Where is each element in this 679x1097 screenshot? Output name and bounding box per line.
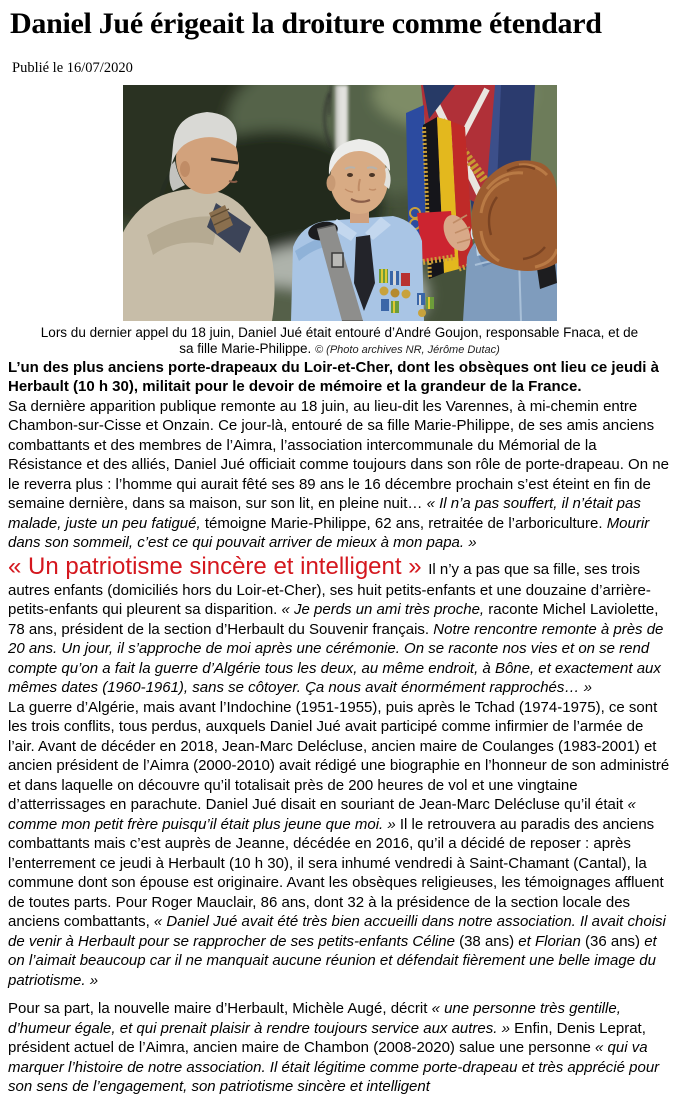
photo-credit: © (Photo archives NR, Jérôme Dutac) — [315, 343, 500, 356]
photo-caption-text: Lors du dernier appel du 18 juin, Daniel Jué était entouré d’André Goujon, responsable Fnaca, et de sa fille Marie-Philippe. — [40, 324, 639, 356]
article-body — [8, 358, 671, 1097]
photo-illustration — [123, 85, 557, 321]
article-photo — [123, 85, 557, 321]
article-title: Daniel Jué érigeait la droiture comme étendard — [10, 7, 602, 40]
article-paragraph: La guerre d’Algérie, mais avant l’Indochine (1951-1955), puis après le Tchad (1974-1975), ce sont les trois conflits, tous perdus, auxquels Daniel Jué avait participé comme infirmier de l’armée de l’air. Avant de décéder en 2018, Jean-Marc Delécluse, ancien maire de Coulanges (1983-2001) et ancien président de l’Aimra (2000-2010) avait rédigé une biographie en l’honneur de son administré et dans laquelle on découvre qu’il totalisait près de 200 heures de vol et une vingtaine d’atterrissages en parachute. Daniel Jué disait en souriant de Jean-Marc Delécluse qu’il était « comme mon petit frère puisqu’il était plus jeune que moi. » Il le retrouvera au paradis des anciens combattants mais c’est auprès de Jeanne, décédée en 2016, qu’il a décidé de reposer : après l’enterrement ce jeudi à Herbault (10 h 30), il sera inhumé vendredi à Saint-Chamant (Cantal), la commune dont son épouse est originaire. Avant les obsèques religieuses, les témoignages affluent de toutes parts. Pour Roger Mauclair, 86 ans, dont 32 à la présidence de la section locale des anciens combattants, « Daniel Jué avait été très bien accueilli dans notre association. Il avait choisi de venir à Herbault pour se rapprocher de ses petits-enfants Céline (38 ans) et Florian (36 ans) et on l’aimait beaucoup car il ne manquait aucune réunion et défendait fièrement une belle image du patriotisme. » — [8, 698, 670, 989]
article-lede: L’un des plus anciens porte-drapeaux du Loir-et-Cher, dont les obsèques ont lieu ce jeudi à Herbault (10 h 30), militait pour le devoir de mémoire et la grandeur de la France. — [8, 358, 659, 396]
photo-caption — [8, 325, 671, 358]
article-paragraph-with-red-heading: « Un patriotisme sincère et intelligent » Il n’y a pas que sa fille, ses trois autres enfants (domiciliés hors du Loir-et-Cher), ses huit petits-enfants et une douzaine d’arrière-petits-enfants qui pleurent sa disparition. « Je perds un ami très proche, raconte Michel Laviolette, 78 ans, président de la section d’Herbault du Souvenir français. Notre rencontre remonte à près de 20 ans. Un jour, il s’approche de moi après une cérémonie. On se raconte nos vies et on se rend compte qu’on a fait la guerre d’Algérie tous les deux, au même endroit, à Bône, et exactement aux mêmes dates (1960-1961), sans se côtoyer. Ça nous avait énormément rapprochés… » — [8, 552, 664, 697]
publish-date: Publié le 16/07/2020 — [12, 59, 133, 76]
article-paragraph: Sa dernière apparition publique remonte au 18 juin, au lieu-dit les Varennes, à mi-chemin entre Chambon-sur-Cisse et Onzain. Ce jour-là, entouré de sa fille Marie-Philippe, de ses amis anciens combattants et des membres de l’Aimra, l’association intercommunale du Mémorial de la Résistance et des alliés, Daniel Jué officiait comme toujours dans son rôle de porte-drapeau. On ne le reverra plus : l’homme qui aurait fêté ses 89 ans le 16 décembre prochain s’est éteint en fin de semaine dernière, dans sa maison, sur son lit, en pleine nuit… « Il n’a pas souffert, il n’était pas malade, juste un peu fatigué, témoigne Marie-Philippe, 62 ans, retraitée de l’arboriculture. Mourir dans son sommeil, c’est ce qui pouvait arriver de mieux à mon papa. » — [8, 397, 669, 552]
article-paragraph: Pour sa part, la nouvelle maire d’Herbault, Michèle Augé, décrit « une personne très gentille, d’humeur égale, et qui prenait plaisir à rendre toujours service aux autres. » Enfin, Denis Leprat, président actuel de l’Aimra, ancien maire de Chambon (2008-2020) salue une personne « qui va marquer l’histoire de notre association. Il était légitime comme porte-drapeau et très apprécié pour son sens de l’engagement, son patriotisme sincère et intelligent — [8, 1000, 660, 1096]
